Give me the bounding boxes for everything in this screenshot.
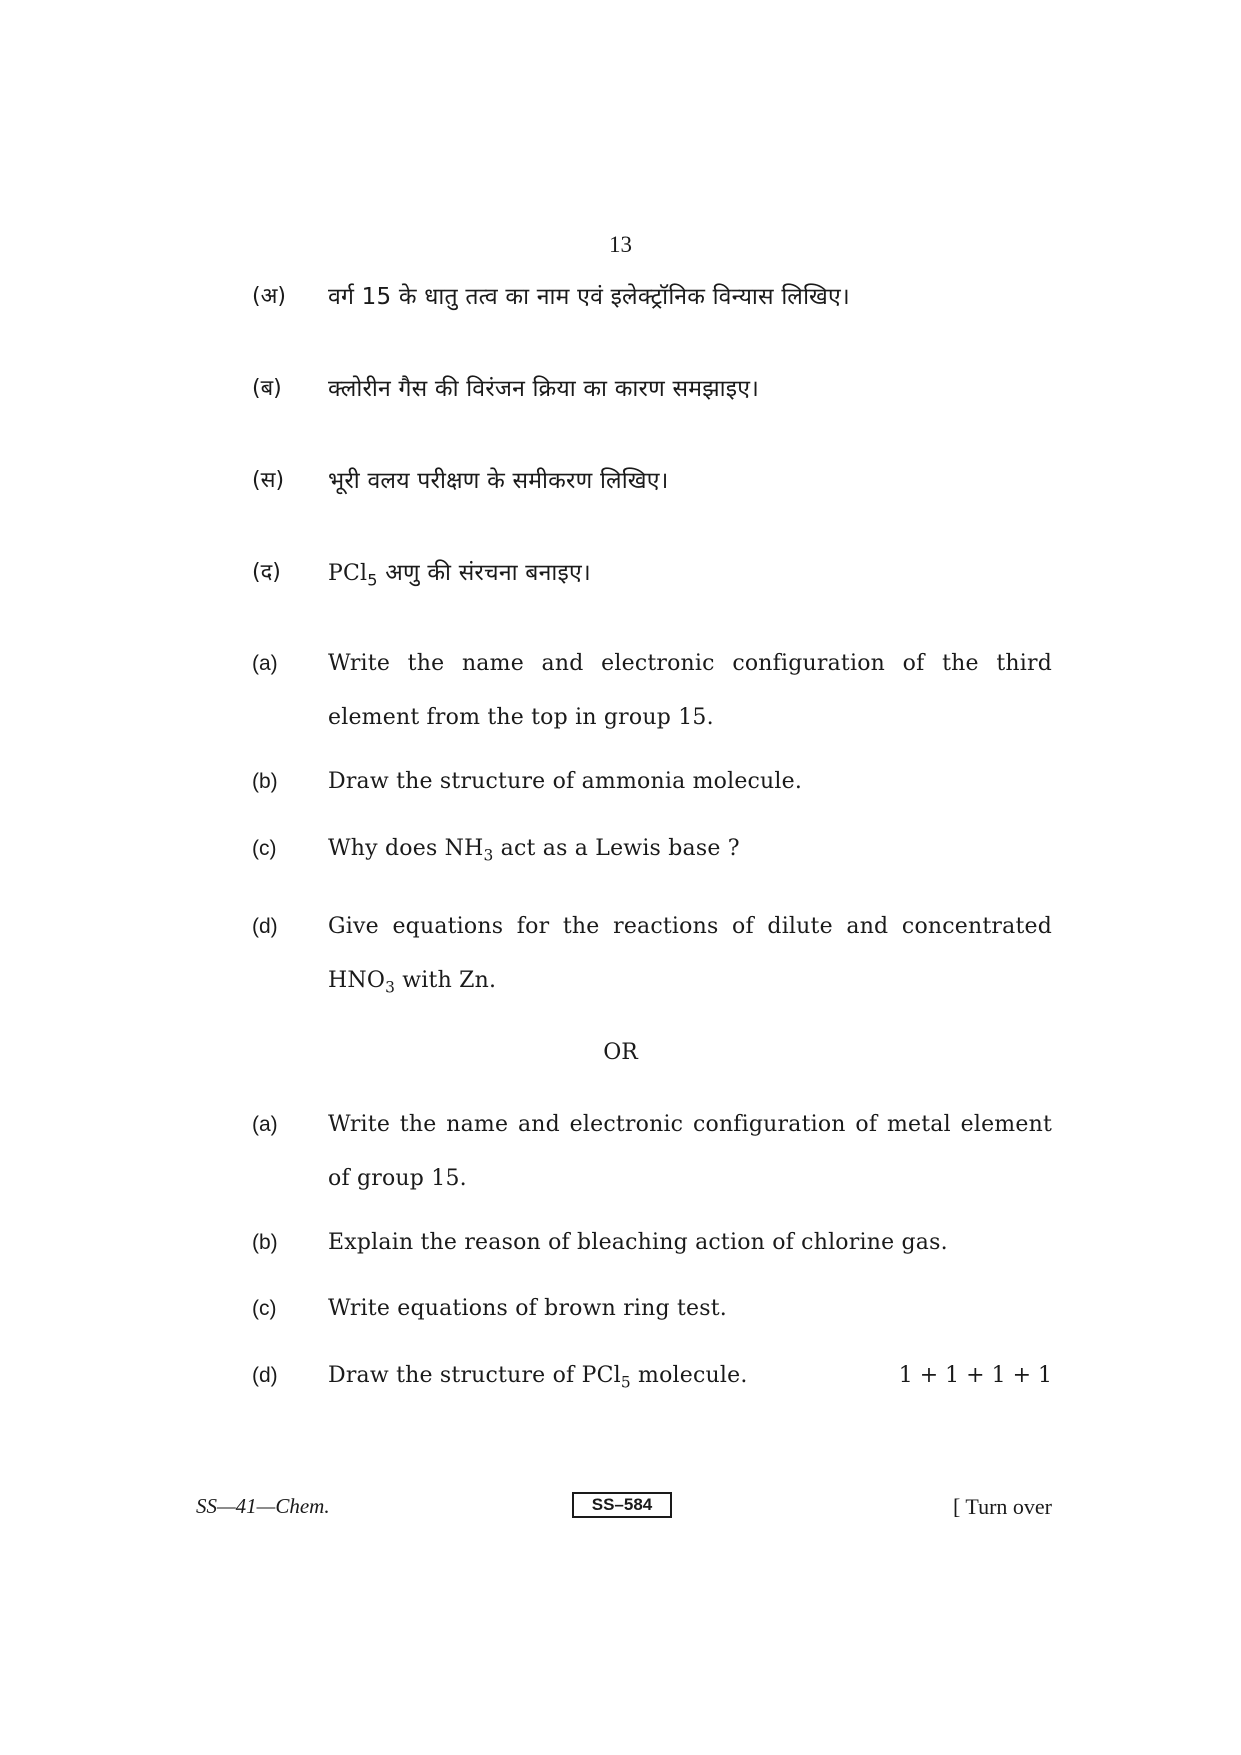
question-label: (a) [252, 1113, 278, 1136]
question-text [328, 822, 1052, 882]
question-label: (b) [252, 770, 278, 793]
question-label: (द) [252, 560, 281, 585]
question-label: (स) [252, 468, 285, 493]
footer-paper-code: SS—41—Chem. [196, 1494, 330, 1518]
or-separator: OR [603, 1040, 638, 1065]
question-label: (d) [252, 1364, 278, 1387]
question-label: (a) [252, 652, 278, 675]
hindi-question-a [252, 270, 1052, 324]
hindi-question-d [252, 546, 1052, 608]
question-text-start: Draw the structure of PCl [328, 1363, 621, 1388]
question-text-start: Why does NH [328, 836, 484, 861]
question-line-1: Give equations for the reactions of dilute and concentrated [328, 914, 1052, 939]
english-question-b [252, 755, 1052, 809]
english-question-c [252, 822, 1052, 882]
page-number: 13 [609, 232, 632, 257]
subscript: 3 [483, 846, 494, 865]
or-question-b [252, 1216, 1052, 1270]
formula: PCl [328, 561, 368, 586]
or-question-d [252, 1349, 1052, 1409]
question-text [328, 900, 1052, 1014]
question-label: (d) [252, 915, 278, 938]
question-label: (अ) [252, 284, 286, 309]
question-label: (ब) [252, 376, 282, 401]
question-text: Explain the reason of bleaching action of chlorine gas. [328, 1230, 948, 1255]
or-question-a [252, 1098, 1052, 1206]
hindi-question-c [252, 454, 1052, 508]
question-text: Write equations of brown ring test. [328, 1296, 727, 1321]
question-text: Write the name and electronic configuration of the third element from the top in group 15. [328, 651, 1052, 730]
question-label: (c) [252, 837, 277, 860]
question-text-rest: अणु की संरचना बनाइए। [377, 560, 591, 586]
question-text: क्लोरीन गैस की विरंजन क्रिया का कारण समझाइए। [328, 376, 760, 402]
question-label: (c) [252, 1297, 277, 1320]
subscript: 3 [385, 978, 396, 997]
question-text-rest: act as a Lewis base ? [493, 836, 740, 861]
footer-turn-over: [ Turn over [952, 1494, 1052, 1519]
question-text-rest: molecule. [630, 1363, 748, 1388]
question-text: भूरी वलय परीक्षण के समीकरण लिखिए। [328, 468, 669, 494]
formula: HNO [328, 968, 386, 993]
or-question-c [252, 1282, 1052, 1336]
english-question-d [252, 900, 1052, 1014]
question-text-rest: with Zn. [395, 968, 497, 993]
subscript: 5 [620, 1373, 631, 1392]
question-line-2 [328, 954, 1052, 1014]
footer-series-box: SS–584 [572, 1492, 672, 1518]
english-question-a [252, 637, 1052, 745]
question-label: (b) [252, 1231, 278, 1254]
question-text: वर्ग 15 के धातु तत्व का नाम एवं इलेक्ट्रॉनिक विन्यास लिखिए। [328, 284, 850, 310]
question-text: Write the name and electronic configuration of metal element of group 15. [328, 1112, 1052, 1191]
question-text: Draw the structure of ammonia molecule. [328, 769, 803, 794]
question-text [328, 546, 1052, 608]
marks-distribution: 1 + 1 + 1 + 1 [898, 1363, 1052, 1388]
hindi-question-b [252, 362, 1052, 416]
subscript: 5 [367, 570, 378, 590]
